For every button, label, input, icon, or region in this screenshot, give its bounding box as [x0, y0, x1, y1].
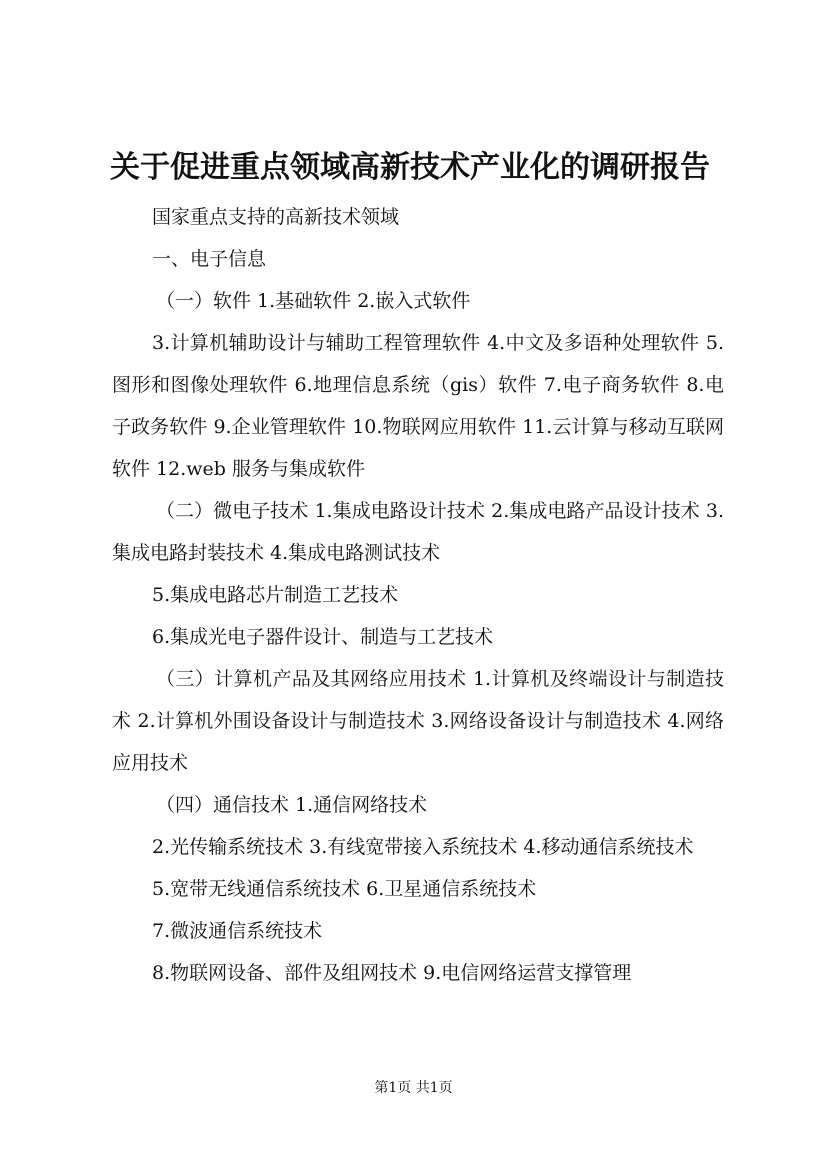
paragraph-9: （四）通信技术 1.通信网络技术: [156, 794, 428, 816]
paragraph-3: （一）软件 1.基础软件 2.嵌入式软件: [156, 290, 471, 312]
paragraph-13: 8.物联网设备、部件及组网技术 9.电信网络运营支撑管理: [152, 962, 632, 984]
document-body: [112, 196, 724, 994]
paragraph-7: 6.集成光电子器件设计、制造与工艺技术: [152, 626, 494, 648]
paragraph-4: 3.计算机辅助设计与辅助工程管理软件 4.中文及多语种处理软件 5.图形和图像处理软件 6.地理信息系统（gis）软件 7.电子商务软件 8.电子政务软件 9.企业管理软件 10.物联网应用软件 11.云计算与移动互联网软件 12.web 服务与集成软件: [112, 332, 724, 480]
paragraph-12: 7.微波通信系统技术: [152, 920, 323, 942]
paragraph-5: （二）微电子技术 1.集成电路设计技术 2.集成电路产品设计技术 3.集成电路封装技术 4.集成电路测试技术: [112, 500, 724, 564]
paragraph-6: 5.集成电路芯片制造工艺技术: [152, 584, 399, 606]
paragraph-10: 2.光传输系统技术 3.有线宽带接入系统技术 4.移动通信系统技术: [152, 836, 694, 858]
paragraph-2: 一、电子信息: [152, 248, 267, 270]
document-title: 关于促进重点领域高新技术产业化的调研报告: [110, 150, 710, 185]
paragraph-8: （三）计算机产品及其网络应用技术 1.计算机及终端设计与制造技术 2.计算机外围设备设计与制造技术 3.网络设备设计与制造技术 4.网络应用技术: [112, 668, 724, 774]
paragraph-11: 5.宽带无线通信系统技术 6.卫星通信系统技术: [152, 878, 537, 900]
page-footer: 第1页 共1页: [374, 1080, 453, 1096]
paragraph-1: 国家重点支持的高新技术领域: [152, 206, 400, 228]
